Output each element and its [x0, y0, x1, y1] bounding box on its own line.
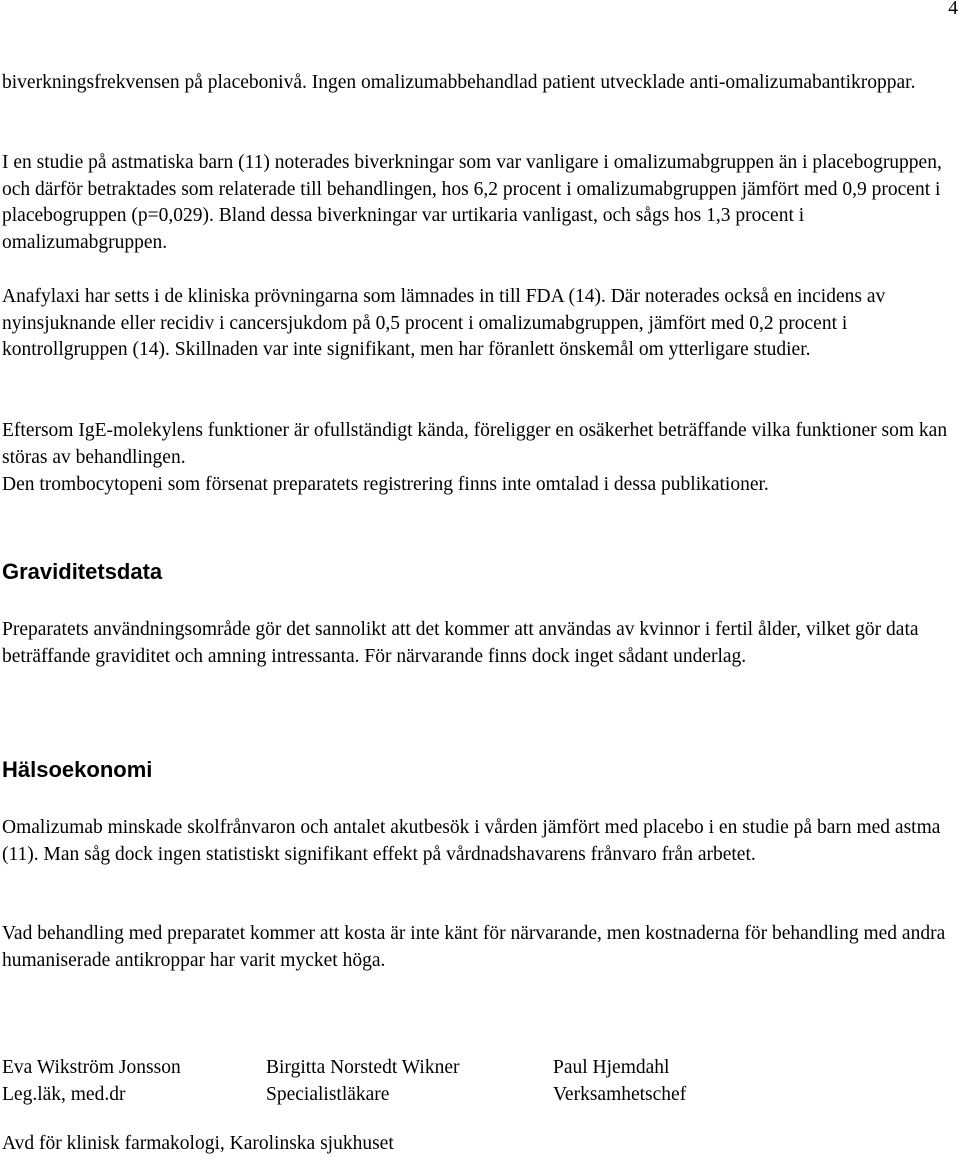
paragraph-anaphylaxis: Anafylaxi har setts i de kliniska prövningarna som lämnades in till FDA (14). Där noterades också en incidens av nyinsjuknande eller recidiv i cancersjukdom på 0,5 procent i omalizumabgruppen, jämfört med 0,2 procent i kontrollgruppen (14). Skillnaden var inte signifikant, men har föranlett önskemål om ytterligare studier.: [2, 286, 886, 360]
signature-title: Specialistläkare: [266, 1084, 390, 1105]
paragraph-pregnancy: Preparatets användningsområde gör det sannolikt att det kommer att användas av kvinnor i fertil ålder, vilket gör data beträffande graviditet och amning intressanta. För närvarande finns dock inget sådant underlag.: [2, 619, 919, 667]
signature-block: [2, 1054, 181, 1108]
signature-title: Verksamhetschef: [553, 1084, 687, 1105]
paragraph-health-economics: Omalizumab minskade skolfrånvaron och antalet akutbesök i vården jämfört med placebo i en studie på barn med astma (11). Man såg dock ingen statistiskt signifikant effekt på vårdnadshavarens frånvaro från arbetet.: [2, 817, 941, 865]
signature-block: [553, 1054, 686, 1108]
signature-name: Birgitta Norstedt Wikner: [266, 1057, 460, 1078]
section-heading-graviditet: Graviditetsdata: [2, 559, 163, 584]
paragraph-adverse-effects-continued: biverkningsfrekvensen på placebonivå. Ingen omalizumabbehandlad patient utvecklade anti-omalizumabantikroppar.: [2, 72, 916, 93]
signature-block: [266, 1054, 459, 1108]
signature-title: Leg.läk, med.dr: [2, 1084, 126, 1105]
department-footer: Avd för klinisk farmakologi, Karolinska sjukhuset: [2, 1133, 394, 1154]
page-number: 4: [948, 0, 958, 19]
paragraph-ige-functions: Eftersom IgE-molekylens funktioner är ofullständigt kända, föreligger en osäkerhet beträffande vilka funktioner som kan störas av behandlingen.: [2, 420, 948, 468]
signature-name: Paul Hjemdahl: [553, 1057, 670, 1078]
signature-name: Eva Wikström Jonsson: [2, 1057, 181, 1078]
section-heading-halsoekonomi: Hälsoekonomi: [2, 757, 153, 782]
paragraph-cost: Vad behandling med preparatet kommer att kosta är inte känt för närvarande, men kostnaderna för behandling med andra humaniserade antikroppar har varit mycket höga.: [2, 923, 946, 971]
paragraph-pediatric-study: I en studie på astmatiska barn (11) noterades biverkningar som var vanligare i omalizumabgruppen än i placebogruppen, och därför betraktades som relaterade till behandlingen, hos 6,2 procent i omalizumabgruppen jämfört med 0,9 procent i placebogruppen (p=0,029). Bland dessa biverkningar var urtikaria vanligast, och sågs hos 1,3 procent i omalizumabgruppen.: [2, 152, 942, 253]
paragraph-thrombocytopenia: Den trombocytopeni som försenat preparatets registrering finns inte omtalad i dessa publikationer.: [2, 474, 769, 495]
